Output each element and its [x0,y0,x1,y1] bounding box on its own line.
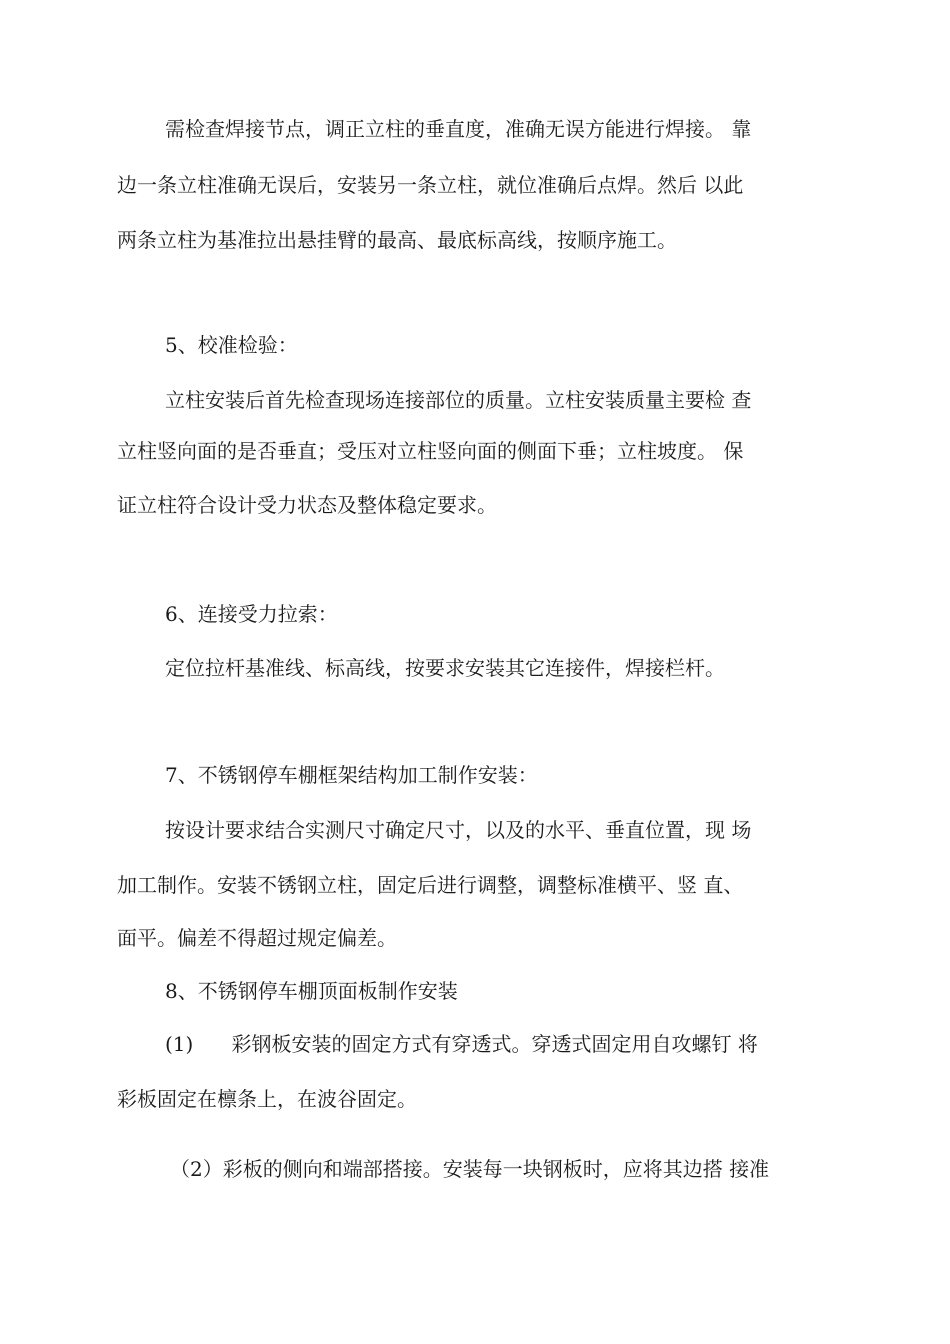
section-heading-7: 7、不锈钢停车棚框架结构加工制作安装： [165,763,538,787]
paragraph-line: 定位拉杆基准线、标高线，按要求安装其它连接件，焊接栏杆。 [165,656,725,680]
paragraph-line: (1) 彩钢板安装的固定方式有穿透式。穿透式固定用自攻螺钉 将 [165,1032,758,1056]
paragraph-line: 加工制作。安装不锈钢立柱，固定后进行调整，调整标准横平、竖 直、 [117,873,744,897]
paragraph-line: 需检查焊接节点，调正立柱的垂直度，准确无误方能进行焊接。 靠 [165,117,752,141]
paragraph-line: 按设计要求结合实测尺寸确定尺寸，以及的水平、垂直位置，现 场 [165,818,752,842]
paragraph-line: 面平。偏差不得超过规定偏差。 [117,926,397,950]
section-heading-8: 8、不锈钢停车棚顶面板制作安装 [165,979,458,1003]
paragraph-line: 证立柱符合设计受力状态及整体稳定要求。 [117,493,497,517]
paragraph-line: 立柱安装后首先检查现场连接部位的质量。立柱安装质量主要检 查 [165,388,752,412]
paragraph-line: 立柱竖向面的是否垂直；受压对立柱竖向面的侧面下垂；立柱坡度。 保 [117,439,744,463]
paragraph-line: （2）彩板的侧向和端部搭接。安装每一块钢板时，应将其边搭 接准 [170,1157,770,1181]
paragraph-line: 彩板固定在檩条上，在波谷固定。 [117,1087,417,1111]
paragraph-line: 两条立柱为基准拉出悬挂臂的最高、最底标高线，按顺序施工。 [117,228,677,252]
paragraph-line: 边一条立柱准确无误后，安装另一条立柱，就位准确后点焊。然后 以此 [117,173,744,197]
section-heading-6: 6、连接受力拉索： [165,602,338,626]
section-heading-5: 5、校准检验： [165,333,298,357]
